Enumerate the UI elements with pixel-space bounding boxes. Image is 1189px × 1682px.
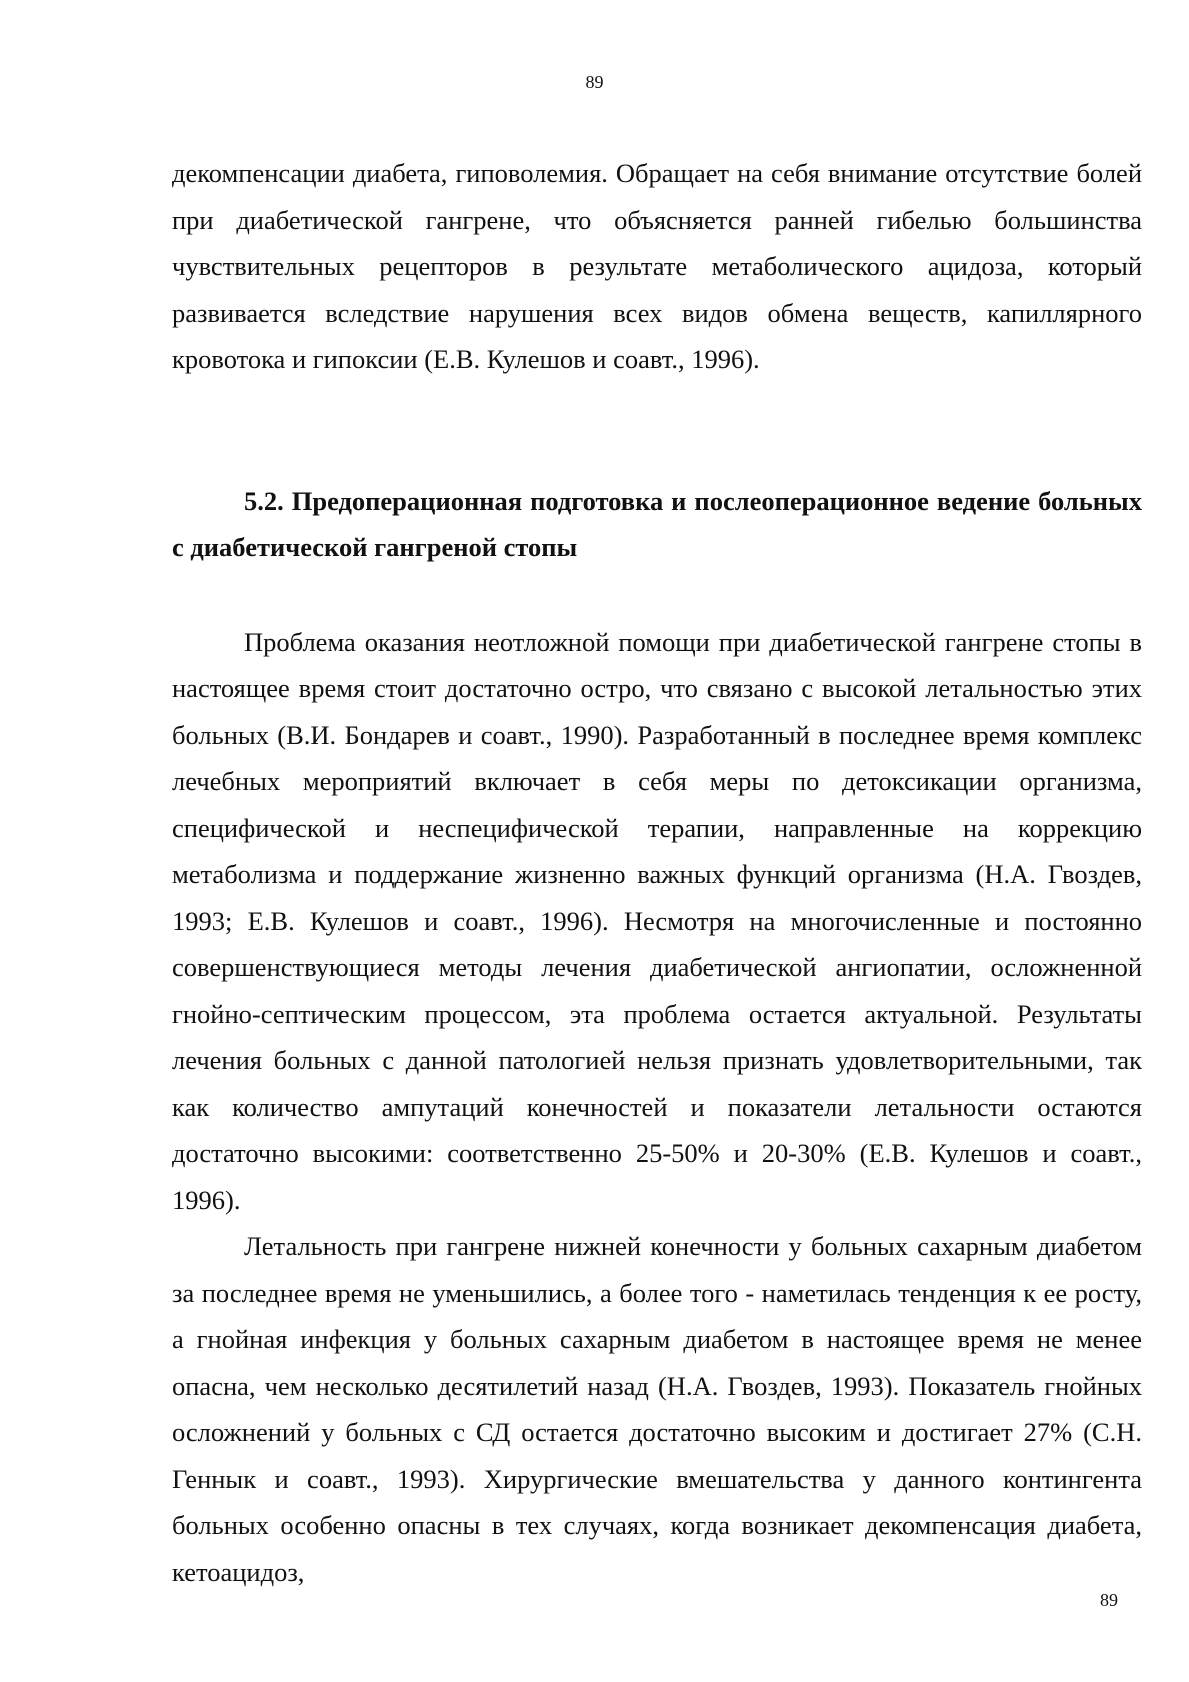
page-content: [172, 150, 1142, 1595]
paragraph-continued: декомпенсации диабета, гиповолемия. Обращает на себя внимание отсутствие болей при диабетической гангрене, что объясняется ранней гибелью большинства чувствительных рецепторов в результате метаболического ацидоза, который развивается вследствие нарушения всех видов обмена веществ, капиллярного кровотока и гипоксии (Е.В. Кулешов и соавт., 1996).: [172, 158, 1142, 374]
paragraph-1: Проблема оказания неотложной помощи при диабетической гангрене стопы в настоящее время стоит достаточно остро, что связано с высокой летальностью этих больных (В.И. Бондарев и соавт., 1990). Разработанный в последнее время комплекс лечебных мероприятий включает в себя меры по детоксикации организма, специфической и неспецифической терапии, направленные на коррекцию метаболизма и поддержание жизненно важных функций организма (Н.А. Гвоздев, 1993; Е.В. Кулешов и соавт., 1996). Несмотря на многочисленные и постоянно совершенствующиеся методы лечения диабетической ангиопатии, осложненной гнойно-септическим процессом, эта проблема остается актуальной. Результаты лечения больных с данной патологией нельзя признать удовлетворительными, так как количество ампутаций конечностей и показатели летальности остаются достаточно высокими: соответственно 25-50% и 20-30% (Е.В. Кулешов и соавт., 1996).: [172, 626, 1142, 1215]
paragraph-2: Летальность при гангрене нижней конечности у больных сахарным диабетом за последнее время не уменьшились, а более того - наметилась тенденция к ее росту, а гнойная инфекция у больных сахарным диабетом в настоящее время не менее опасна, чем несколько десятилетий назад (Н.А. Гвоздев, 1993). Показатель гнойных осложнений у больных с СД остается достаточно высоким и достигает 27% (С.Н. Геннык и соавт., 1993). Хирургические вмешательства у данного контингента больных особенно опасны в тех случаях, когда возникает декомпенсация диабета, кетоацидоз,: [172, 1231, 1142, 1587]
heading-spacer: [172, 571, 1142, 619]
page-number-top: 89: [585, 72, 604, 92]
page-number-bottom: 89: [1100, 1590, 1118, 1610]
section-heading: 5.2. Предоперационная подготовка и послеоперационное ведение больных с диабетической гангреной стопы: [172, 485, 1142, 562]
